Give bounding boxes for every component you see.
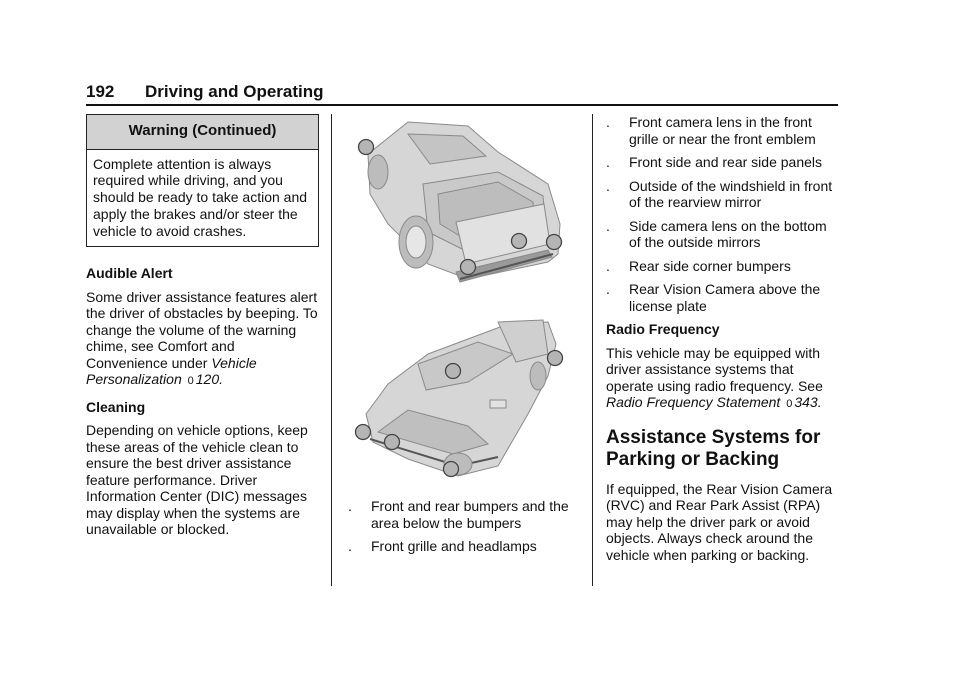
- cleaning-text: Depending on vehicle options, keep these areas of the vehicle clean to ensure the best driver assistance feature performance. Driver Information Center (DIC) messages may display when the systems are unavailable or blocked.: [86, 422, 308, 538]
- page-ref-number[interactable]: 120: [195, 371, 220, 388]
- warning-box: [86, 114, 319, 247]
- bullet-item: [606, 218, 842, 251]
- bullet-text: Front side and rear side panels: [629, 154, 822, 170]
- radio-frequency-heading: Radio Frequency: [606, 321, 720, 337]
- audible-alert-body: Some driver assistance features alert the driver of obstacles by beeping. To change the volume of the warning chime, see Comfort and Convenience under: [86, 288, 318, 371]
- radio-frequency-text: [606, 345, 842, 413]
- bullet-marker: .: [606, 281, 610, 297]
- warning-text: Complete attention is always required while driving, and you should be ready to take action and apply the brakes and/or steer the vehicle to avoid crashes.: [93, 155, 308, 239]
- page-header: [86, 82, 838, 104]
- page-ref-icon: 0: [187, 375, 194, 388]
- section-title: Driving and Operating: [145, 82, 324, 101]
- column-1: [86, 114, 318, 538]
- bullet-item: [348, 538, 580, 555]
- bullet-item: [606, 281, 842, 314]
- bullet-marker: .: [606, 257, 610, 274]
- column-2: [348, 114, 580, 562]
- vehicle-personalization-link[interactable]: Vehicle Personalization: [86, 354, 257, 388]
- vehicle-illustration: [348, 114, 580, 498]
- column-3: [606, 114, 842, 563]
- cleaning-heading: Cleaning: [86, 398, 146, 415]
- bullet-marker: .: [348, 498, 352, 514]
- bullet-item: [348, 498, 580, 531]
- page-ref-number[interactable]: 343: [794, 394, 818, 410]
- bullet-marker: .: [606, 217, 610, 234]
- radio-frequency-body: This vehicle may be equipped with driver assistance systems that operate using radio frequency. See: [606, 344, 823, 394]
- bullet-text: Side camera lens on the bottom of the outside mirrors: [629, 217, 827, 250]
- bullet-marker: .: [606, 114, 610, 130]
- radio-frequency-statement-link[interactable]: Radio Frequency Statement: [606, 394, 781, 410]
- warning-title: Warning (Continued): [87, 115, 318, 150]
- audible-alert-text: [86, 289, 318, 390]
- bullet-text: Outside of the windshield in front of the rearview mirror: [629, 177, 833, 210]
- page-number: 192: [86, 82, 115, 101]
- radio-end: .: [817, 394, 822, 410]
- bullet-text: Front camera lens in the front grille or near the front emblem: [629, 114, 816, 147]
- bullet-marker: .: [348, 538, 352, 554]
- page-ref-icon: 0: [786, 398, 793, 410]
- bullet-item: [606, 114, 842, 147]
- bullet-text: Rear side corner bumpers: [629, 257, 791, 274]
- bullet-marker: .: [606, 177, 610, 194]
- bullet-marker: .: [606, 154, 610, 170]
- bullet-item: [606, 178, 842, 211]
- bullet-item: [606, 258, 842, 275]
- bullet-text: Front and rear bumpers and the area below the bumpers: [371, 498, 569, 531]
- audible-end: .: [219, 371, 223, 388]
- truck-rear-view: [368, 122, 560, 282]
- truck-front-view: [366, 320, 556, 476]
- bullet-text: Front grille and headlamps: [371, 538, 537, 554]
- column-divider-1: [331, 114, 332, 586]
- bullet-item: [606, 154, 842, 171]
- bullet-text: Rear Vision Camera above the license plate: [629, 281, 821, 314]
- audible-alert-heading: Audible Alert: [86, 265, 173, 282]
- truck-illustration: [348, 114, 580, 498]
- column-divider-2: [592, 114, 593, 586]
- assistance-systems-title: Assistance Systems for Parking or Backing: [606, 426, 821, 470]
- header-rule: [86, 104, 838, 106]
- assistance-systems-text: If equipped, the Rear Vision Camera (RVC) and Rear Park Assist (RPA) may help the driver park or avoid objects. Always check around the vehicle when parking or backing.: [606, 480, 833, 563]
